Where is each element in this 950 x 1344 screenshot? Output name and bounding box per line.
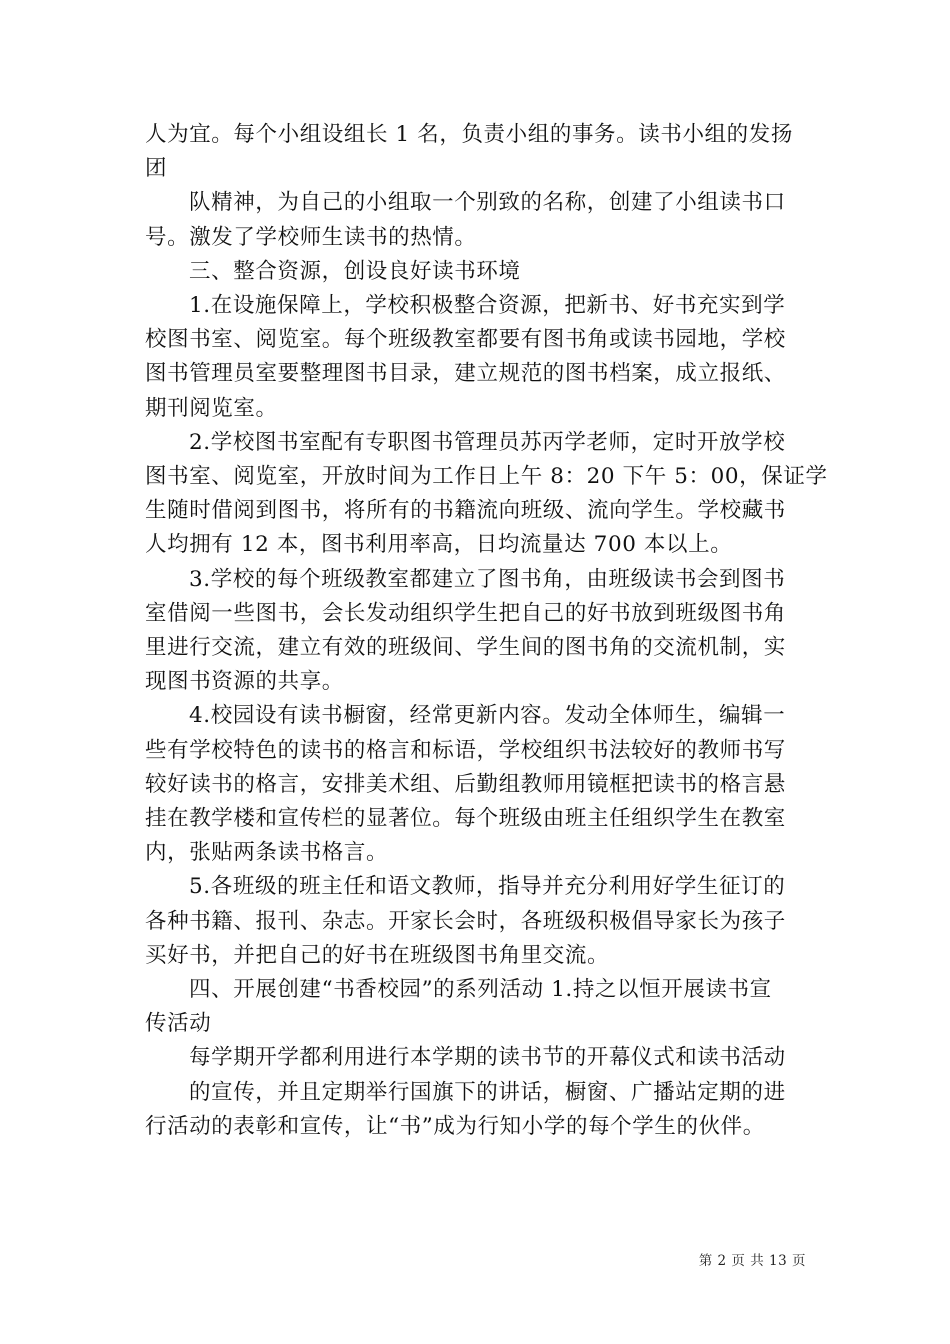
- section-heading: 三、整合资源，创设良好读书环境: [189, 258, 521, 284]
- text-line: 1.在设施保障上，学校积极整合资源，把新书、好书充实到学: [189, 293, 786, 319]
- text-line: 各种书籍、报刊、杂志。开家长会时，各班级积极倡导家长为孩子: [145, 908, 786, 934]
- text-line: 的宣传，并且定期举行国旗下的讲话，橱窗、广播站定期的进: [189, 1079, 786, 1105]
- text-line: 较好读书的格言，安排美术组、后勤组教师用镜框把读书的格言悬: [145, 771, 786, 797]
- text-line: 人为宜。每个小组设组长 1 名，负责小组的事务。读书小组的发扬: [145, 122, 793, 147]
- text-line: 图书室、阅览室，开放时间为工作日上午 8：20 下午 5：00，保证学: [145, 464, 828, 490]
- text-line: 校图书室、阅览室。每个班级教室都要有图书角或读书园地，学校: [145, 327, 786, 353]
- text-line: 号。激发了学校师生读书的热情。: [145, 224, 477, 250]
- text-line: 团: [145, 156, 168, 182]
- text-line: 买好书，并把自己的好书在班级图书角里交流。: [145, 942, 610, 968]
- text-line: 传活动: [145, 1011, 212, 1037]
- section-heading: 四、开展创建“书香校园”的系列活动 1.持之以恒开展读书宣: [189, 977, 772, 1003]
- text-line: 2.学校图书室配有专职图书管理员苏丙学老师，定时开放学校: [189, 429, 786, 455]
- text-line: 队精神，为自己的小组取一个别致的名称，创建了小组读书口: [189, 190, 786, 216]
- text-line: 现图书资源的共享。: [145, 669, 344, 695]
- document-body: [145, 118, 828, 1144]
- text-line: 行活动的表彰和宣传，让“书”成为行知小学的每个学生的伙伴。: [145, 1113, 765, 1139]
- text-line: 人均拥有 12 本，图书利用率高，日均流量达 700 本以上。: [145, 532, 733, 558]
- text-line: 生随时借阅到图书，将所有的书籍流向班级、流向学生。学校藏书: [145, 498, 786, 524]
- page-number: 第 2 页 共 13 页: [698, 1253, 806, 1269]
- text-line: 每学期开学都利用进行本学期的读书节的开幕仪式和读书活动: [189, 1045, 786, 1071]
- text-line: 3.学校的每个班级教室都建立了图书角，由班级读书会到图书: [189, 566, 786, 592]
- text-line: 里进行交流，建立有效的班级间、学生间的图书角的交流机制，实: [145, 635, 786, 661]
- text-line: 内，张贴两条读书格言。: [145, 840, 389, 866]
- text-line: 4.校园设有读书橱窗，经常更新内容。发动全体师生，编辑一: [189, 703, 786, 729]
- text-line: 挂在教学楼和宣传栏的显著位。每个班级由班主任组织学生在教室: [145, 806, 786, 832]
- text-line: 5.各班级的班主任和语文教师，指导并充分利用好学生征订的: [189, 874, 786, 900]
- text-line: 些有学校特色的读书的格言和标语，学校组织书法较好的教师书写: [145, 737, 786, 763]
- text-line: 图书管理员室要整理图书目录，建立规范的图书档案，成立报纸、: [145, 361, 786, 387]
- text-line: 期刊阅览室。: [145, 395, 278, 421]
- text-line: 室借阅一些图书，会长发动组织学生把自己的好书放到班级图书角: [145, 600, 786, 626]
